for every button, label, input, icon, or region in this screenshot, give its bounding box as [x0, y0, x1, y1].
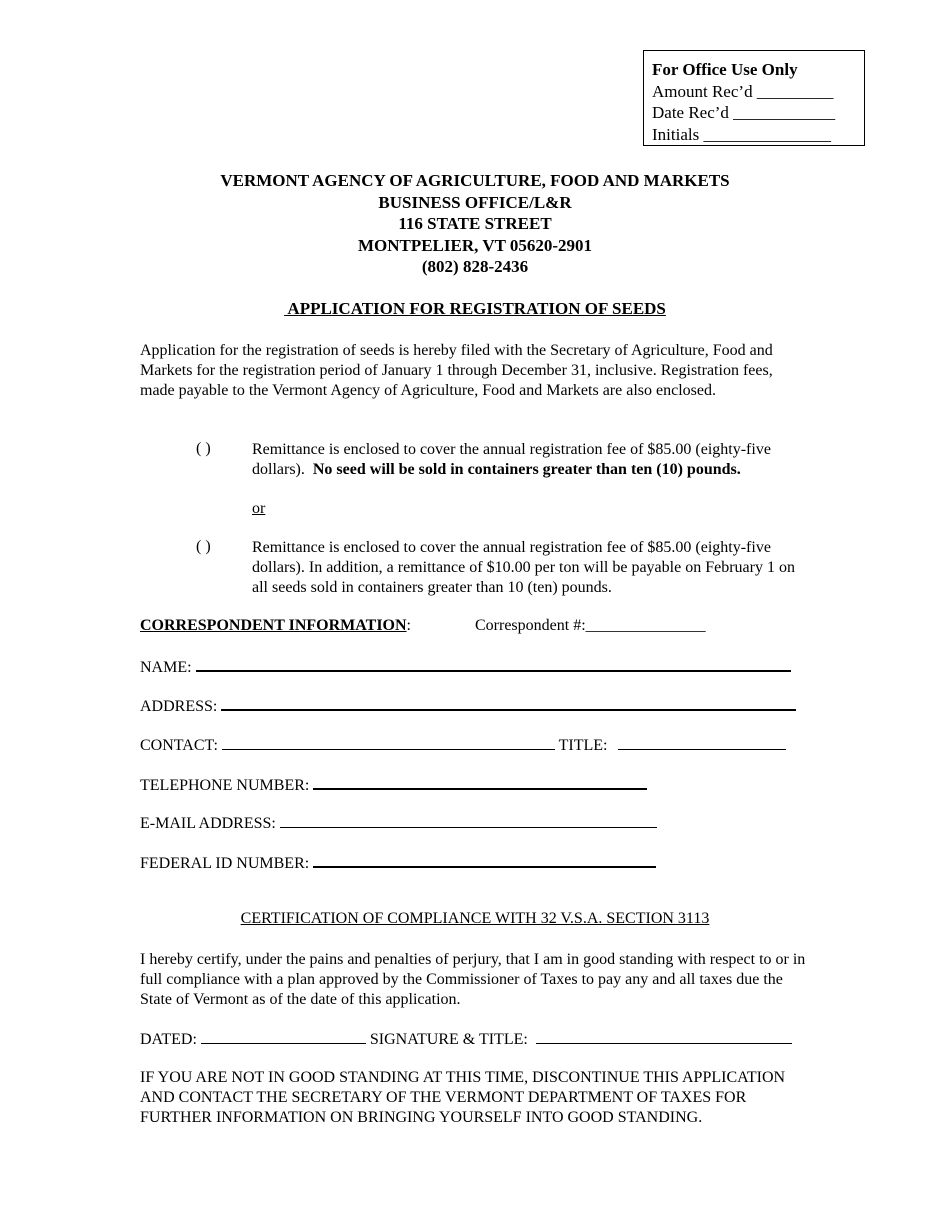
option1-checkbox[interactable]: ( )	[196, 440, 211, 457]
name-label: NAME:	[140, 659, 196, 676]
correspondent-number-field[interactable]: Correspondent #:_______________	[475, 617, 706, 634]
correspondent-heading-colon: :	[406, 617, 411, 634]
office-use-box	[643, 50, 865, 146]
federal-id-input-line[interactable]	[313, 852, 656, 868]
intro-paragraph: Application for the registration of seeds is hereby filed with the Secretary of Agriculture, Food and Markets for the registration period of January 1 through December 31, inclusive. Registration fees, made payable to the Vermont Agency of Agriculture, Food and Markets are also enclosed.	[140, 342, 773, 399]
office-use-title: For Office Use Only	[652, 60, 798, 79]
office-name: BUSINESS OFFICE/L&R	[378, 192, 572, 212]
dated-label: DATED:	[140, 1031, 201, 1048]
standing-warning: IF YOU ARE NOT IN GOOD STANDING AT THIS TIME, DISCONTINUE THIS APPLICATION AND CONTACT THE SECRETARY OF THE VERMONT DEPARTMENT OF TAXES FOR FURTHER INFORMATION ON BRINGING YOURSELF INTO GOOD STANDING.	[140, 1069, 786, 1126]
email-label: E-MAIL ADDRESS:	[140, 815, 280, 832]
title-input-line[interactable]	[618, 735, 786, 750]
title-label: TITLE:	[554, 737, 612, 754]
correspondent-heading-row	[140, 617, 706, 635]
federal-id-row	[140, 852, 656, 873]
telephone-label: TELEPHONE NUMBER:	[140, 777, 314, 794]
initials-field: Initials _______________	[652, 124, 831, 144]
address-input-line[interactable]	[221, 695, 796, 711]
agency-header	[0, 170, 950, 278]
option1-description: Remittance is enclosed to cover the annual registration fee of $85.00 (eighty-five dollars).	[252, 441, 775, 478]
address-row	[140, 695, 796, 716]
contact-label: CONTACT:	[140, 737, 222, 754]
agency-name: VERMONT AGENCY OF AGRICULTURE, FOOD AND MARKETS	[220, 171, 730, 190]
amount-received-field: Amount Rec’d _________	[652, 81, 834, 101]
certification-text: I hereby certify, under the pains and penalties of perjury, that I am in good standing with respect to or in full compliance with a plan approved by the Commissioner of Taxes to pay any and all taxes due the State of Vermont as of the date of this application.	[140, 951, 806, 1008]
option2-checkbox[interactable]: ( )	[196, 538, 211, 555]
contact-row	[140, 735, 786, 755]
dated-signature-row	[140, 1029, 792, 1049]
form-title: APPLICATION FOR REGISTRATION OF SEEDS	[284, 299, 666, 318]
name-input-line[interactable]	[196, 656, 791, 672]
phone-number: (802) 828-2436	[421, 257, 529, 276]
option2-text: Remittance is enclosed to cover the annual registration fee of $85.00 (eighty-five dollars). In addition, a remittance of $10.00 per ton will be payable on February 1 on all seeds sold in containers greater than 10 (ten) pounds.	[252, 539, 795, 596]
option1-text	[252, 440, 812, 480]
signature-input-line[interactable]	[536, 1029, 792, 1044]
option1-bold-note: No seed will be sold in containers greater than ten (10) pounds.	[312, 461, 741, 478]
name-row	[140, 656, 791, 677]
address-label: ADDRESS:	[140, 698, 222, 715]
or-separator: or	[252, 500, 266, 517]
signature-label: SIGNATURE & TITLE:	[365, 1031, 536, 1048]
street-address: 116 STATE STREET	[398, 214, 552, 233]
telephone-input-line[interactable]	[313, 774, 647, 790]
federal-id-label: FEDERAL ID NUMBER:	[140, 855, 314, 872]
telephone-row	[140, 774, 647, 795]
city-state-zip: MONTPELIER, VT 05620-2901	[357, 235, 593, 255]
email-input-line[interactable]	[280, 813, 657, 828]
dated-input-line[interactable]	[201, 1029, 366, 1044]
contact-input-line[interactable]	[222, 735, 555, 750]
email-row	[140, 813, 657, 833]
certification-title: CERTIFICATION OF COMPLIANCE WITH 32 V.S.A. SECTION 3113	[240, 910, 710, 927]
date-received-field: Date Rec’d ____________	[652, 103, 836, 122]
correspondent-heading: CORRESPONDENT INFORMATION	[140, 617, 407, 634]
